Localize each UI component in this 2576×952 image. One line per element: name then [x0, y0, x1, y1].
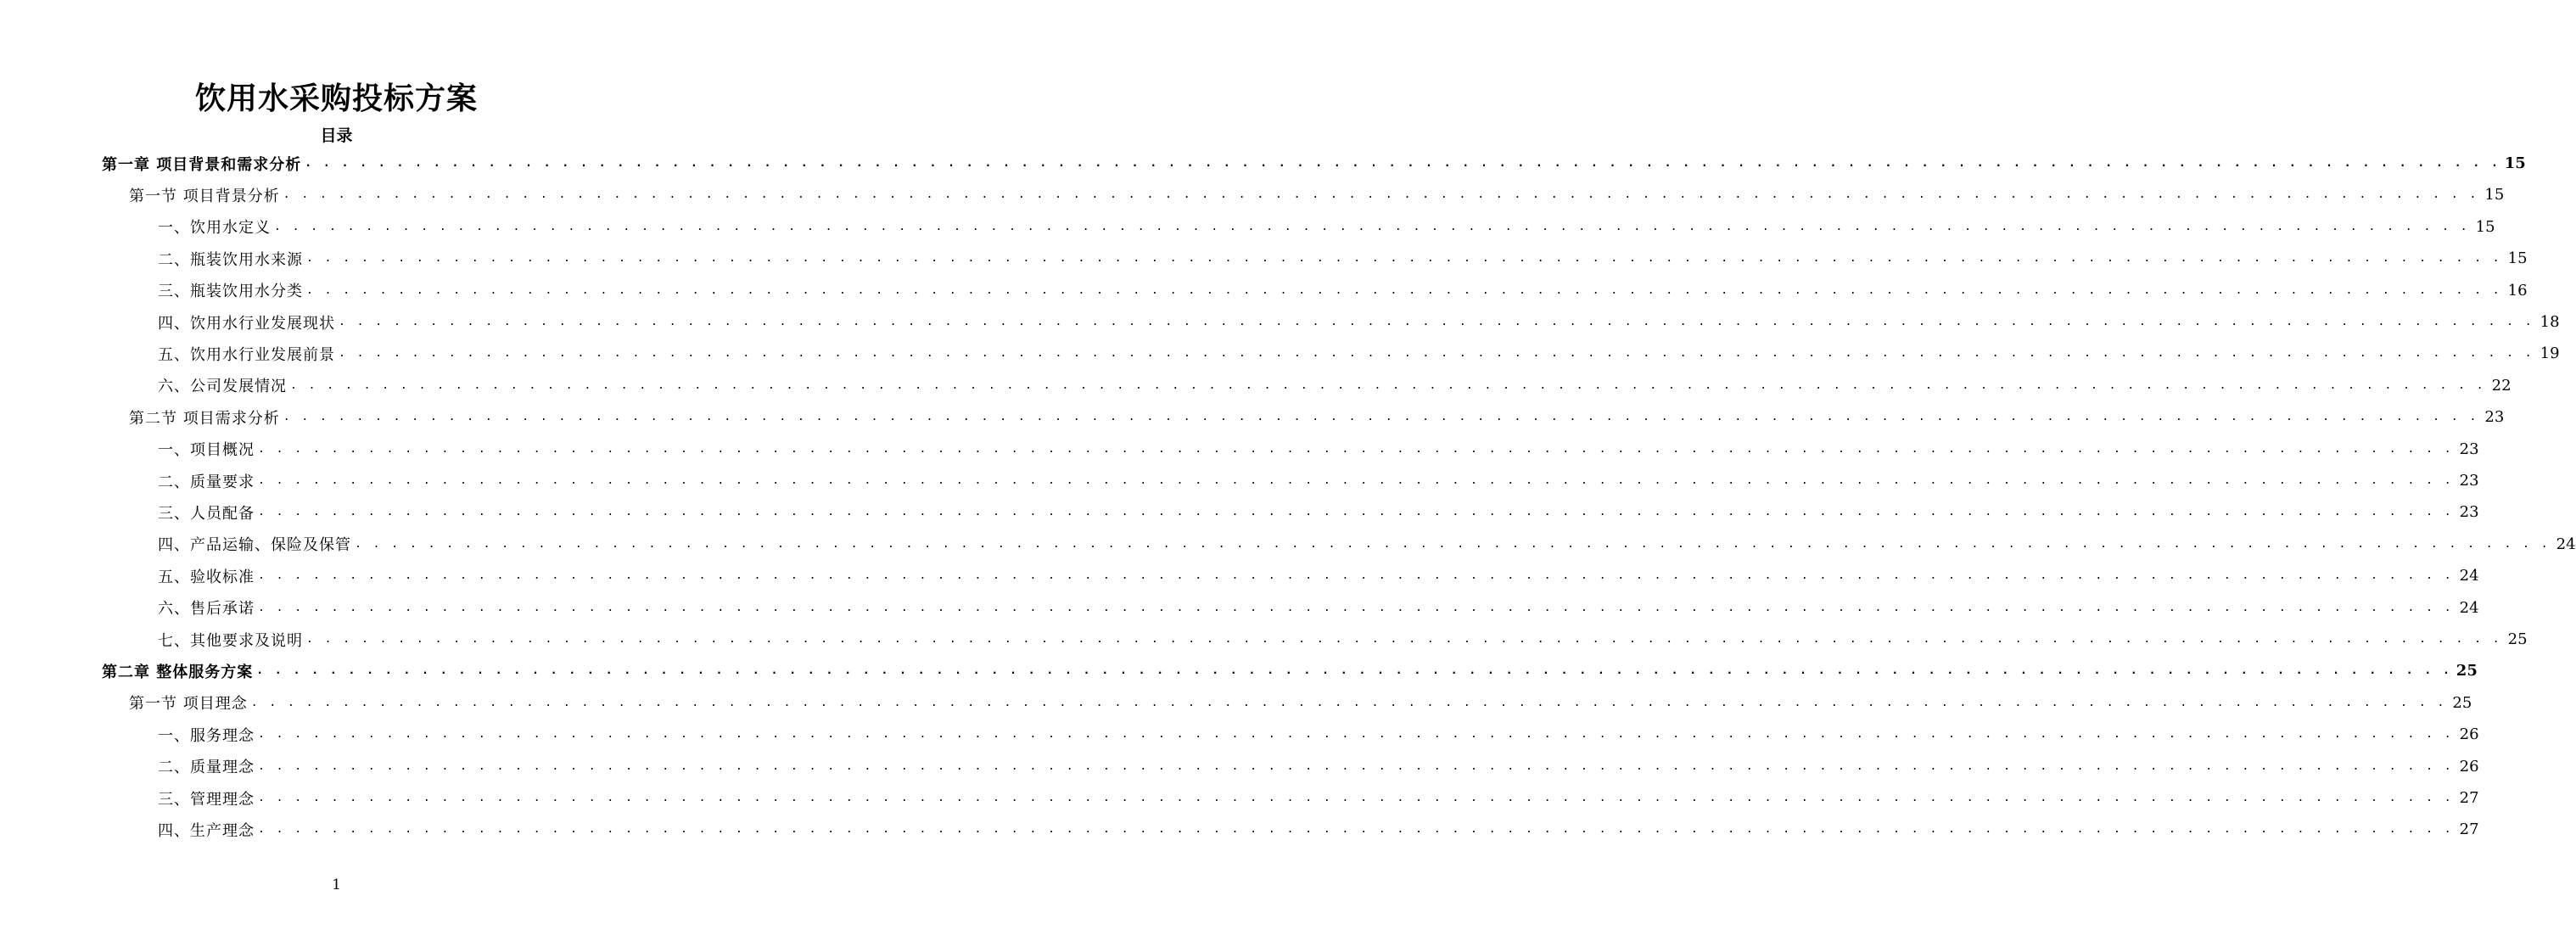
toc-entry-label: 七、其他要求及说明: [158, 631, 303, 650]
toc-entry-label: 三、瓶装饮用水分类: [158, 283, 303, 301]
toc-entry-page: 25: [2507, 630, 2528, 648]
toc-entry[interactable]: [158, 719, 2479, 750]
page-number: 1: [332, 876, 341, 893]
toc-leader-dots: . . . . . . . . . . . . . . . . . . . . . . . . . . . . . . . . . . . . . . . . . . . . . . . . . . . . . . . . . . . . . . . . . . . . . . . . . . . . . . . . . . . . . . . . . . . . . . . . . . . . . . . . . . . . . . . . . . . . . . . .: [283, 411, 2479, 424]
toc-entry-page: 22: [2491, 376, 2512, 395]
toc-leader-dots: . . . . . . . . . . . . . . . . . . . . . . . . . . . . . . . . . . . . . . . . . . . . . . . . . . . . . . . . . . . . . . . . . . . . . . . . . . . . . . . . . . . . . . . . . . . . . . . . . . . . . . . . . . . . . . . . . . . . . . . .: [258, 569, 2454, 583]
toc-entry-label: 二、质量理念: [158, 759, 255, 777]
toc-entry-label: 第一节 项目理念: [129, 695, 248, 714]
toc-entry-page: 23: [2459, 472, 2479, 490]
toc-entry-label: 一、饮用水定义: [158, 219, 271, 238]
toc-entry-label: 二、瓶装饮用水来源: [158, 250, 303, 269]
toc-entry-page: 15: [2504, 154, 2526, 172]
toc-entry[interactable]: [102, 655, 2478, 686]
toc-leader-dots: . . . . . . . . . . . . . . . . . . . . . . . . . . . . . . . . . . . . . . . . . . . . . . . . . . . . . . . . . . . . . . . . . . . . . . . . . . . . . . . . . . . . . . . . . . . . . . . . . . . . . . . . . . . . . . . . . . . . . . . .: [258, 474, 2454, 487]
toc-leader-dots: . . . . . . . . . . . . . . . . . . . . . . . . . . . . . . . . . . . . . . . . . . . . . . . . . . . . . . . . . . . . . . . . . . . . . . . . . . . . . . . . . . . . . . . . . . . . . . . . . . . . . . . . . . . . . . . . . . . . . . . .: [258, 728, 2454, 742]
toc-entry[interactable]: [158, 434, 2479, 465]
toc-entry-label: 二、质量要求: [158, 473, 255, 491]
toc-leader-dots: . . . . . . . . . . . . . . . . . . . . . . . . . . . . . . . . . . . . . . . . . . . . . . . . . . . . . . . . . . . . . . . . . . . . . . . . . . . . . . . . . . . . . . . . . . . . . . . . . . . . . . . . . . . . . . . . . . . . . . . .: [306, 252, 2502, 266]
toc-entry[interactable]: [158, 751, 2479, 782]
toc-entry[interactable]: [102, 148, 2526, 179]
toc-heading: 目录: [320, 126, 353, 145]
toc-leader-dots: . . . . . . . . . . . . . . . . . . . . . . . . . . . . . . . . . . . . . . . . . . . . . . . . . . . . . . . . . . . . . . . . . . . . . . . . . . . . . . . . . . . . . . . . . . . . . . . . . . . . . . . . . . . . . . . . . . . . . . . .: [339, 316, 2534, 328]
toc-entry[interactable]: [129, 179, 2505, 210]
toc-entry-label: 一、项目概况: [158, 441, 255, 460]
toc-leader-dots: . . . . . . . . . . . . . . . . . . . . . . . . . . . . . . . . . . . . . . . . . . . . . . . . . . . . . . . . . . . . . . . . . . . . . . . . . . . . . . . . . . . . . . . . . . . . . . . . . . . . . . . . . . . . . . . . . . . . . . . .: [290, 378, 2486, 392]
toc-entry-label: 三、人员配备: [158, 504, 255, 523]
toc-entry-label: 一、服务理念: [158, 726, 255, 745]
toc-entry-page: 15: [2475, 217, 2495, 236]
toc-entry-page: 15: [2507, 249, 2528, 268]
toc-entry-label: 四、生产理念: [158, 821, 255, 840]
toc-leader-dots: . . . . . . . . . . . . . . . . . . . . . . . . . . . . . . . . . . . . . . . . . . . . . . . . . . . . . . . . . . . . . . . . . . . . . . . . . . . . . . . . . . . . . . . . . . . . . . . . . . . . . . . . . . . . . . . . . . . . . . . .: [258, 506, 2454, 519]
toc-entry[interactable]: [158, 529, 2576, 560]
toc-entry[interactable]: [158, 814, 2479, 845]
toc-leader-dots: . . . . . . . . . . . . . . . . . . . . . . . . . . . . . . . . . . . . . . . . . . . . . . . . . . . . . . . . . . . . . . . . . . . . . . . . . . . . . . . . . . . . . . . . . . . . . . . . . . . . . . . . . . . . . . . . . . . . . . . .: [339, 347, 2534, 361]
toc-entry-label: 五、饮用水行业发展前景: [158, 345, 335, 364]
toc-leader-dots: . . . . . . . . . . . . . . . . . . . . . . . . . . . . . . . . . . . . . . . . . . . . . . . . . . . . . . . . . . . . . . . . . . . . . . . . . . . . . . . . . . . . . . . . . . . . . . . . . . . . . . . . . . . . . . . . . . . . . . . .: [250, 696, 2447, 709]
toc-entry-label: 第一章 项目背景和需求分析: [102, 155, 302, 174]
toc-entry-page: 23: [2484, 408, 2505, 427]
toc-entry[interactable]: [158, 592, 2479, 624]
toc-entry[interactable]: [158, 243, 2528, 274]
toc-leader-dots: . . . . . . . . . . . . . . . . . . . . . . . . . . . . . . . . . . . . . . . . . . . . . . . . . . . . . . . . . . . . . . . . . . . . . . . . . . . . . . . . . . . . . . . . . . . . . . . . . . . . . . . . . . . . . . . . . . . . . . . .: [274, 220, 2470, 233]
toc-entry-page: 26: [2459, 757, 2479, 776]
toc-entry-page: 25: [2452, 693, 2472, 712]
toc-leader-dots: . . . . . . . . . . . . . . . . . . . . . . . . . . . . . . . . . . . . . . . . . . . . . . . . . . . . . . . . . . . . . . . . . . . . . . . . . . . . . . . . . . . . . . . . . . . . . . . . . . . . . . . . . . . . . . . . . . . . . . . .: [258, 823, 2454, 837]
toc-entry-label: 四、产品运输、保险及保管: [158, 536, 351, 555]
toc-leader-dots: . . . . . . . . . . . . . . . . . . . . . . . . . . . . . . . . . . . . . . . . . . . . . . . . . . . . . . . . . . . . . . . . . . . . . . . . . . . . . . . . . . . . . . . . . . . . . . . . . . . . . . . . . . . . . . . . . . . . . . . .: [256, 664, 2452, 678]
toc-entry-page: 24: [2556, 535, 2576, 553]
toc-entry[interactable]: [129, 401, 2505, 433]
toc-entry[interactable]: [158, 275, 2528, 306]
toc-entry-page: 24: [2459, 567, 2479, 585]
toc-entry-page: 23: [2459, 440, 2479, 458]
toc-entry-label: 四、饮用水行业发展现状: [158, 314, 335, 333]
toc-entry[interactable]: [158, 338, 2560, 369]
toc-leader-dots: . . . . . . . . . . . . . . . . . . . . . . . . . . . . . . . . . . . . . . . . . . . . . . . . . . . . . . . . . . . . . . . . . . . . . . . . . . . . . . . . . . . . . . . . . . . . . . . . . . . . . . . . . . . . . . . . . . . . . . . .: [306, 633, 2502, 646]
toc-entry[interactable]: [129, 687, 2472, 719]
toc-entry-label: 第一节 项目背景分析: [129, 187, 280, 205]
toc-leader-dots: . . . . . . . . . . . . . . . . . . . . . . . . . . . . . . . . . . . . . . . . . . . . . . . . . . . . . . . . . . . . . . . . . . . . . . . . . . . . . . . . . . . . . . . . . . . . . . . . . . . . . . . . . . . . . . . . . . . . . . . .: [355, 537, 2551, 551]
toc-entry-label: 六、售后承诺: [158, 600, 255, 619]
toc-entry-page: 27: [2459, 820, 2479, 839]
toc-entry-label: 五、验收标准: [158, 568, 255, 586]
toc-entry[interactable]: [158, 370, 2512, 401]
toc-entry-label: 三、管理理念: [158, 790, 255, 809]
toc-leader-dots: . . . . . . . . . . . . . . . . . . . . . . . . . . . . . . . . . . . . . . . . . . . . . . . . . . . . . . . . . . . . . . . . . . . . . . . . . . . . . . . . . . . . . . . . . . . . . . . . . . . . . . . . . . . . . . . . . . . . . . . .: [258, 759, 2454, 773]
toc-leader-dots: . . . . . . . . . . . . . . . . . . . . . . . . . . . . . . . . . . . . . . . . . . . . . . . . . . . . . . . . . . . . . . . . . . . . . . . . . . . . . . . . . . . . . . . . . . . . . . . . . . . . . . . . . . . . . . . . . . . . . . . .: [258, 601, 2454, 614]
toc-entry[interactable]: [158, 211, 2495, 243]
document-title: 饮用水采购投标方案: [194, 81, 478, 116]
toc-entry-page: 16: [2507, 281, 2528, 300]
toc-entry[interactable]: [158, 496, 2479, 528]
toc-leader-dots: . . . . . . . . . . . . . . . . . . . . . . . . . . . . . . . . . . . . . . . . . . . . . . . . . . . . . . . . . . . . . . . . . . . . . . . . . . . . . . . . . . . . . . . . . . . . . . . . . . . . . . . . . . . . . . . . . . . . . . . .: [305, 157, 2500, 170]
toc-entry-label: 第二章 整体服务方案: [102, 663, 254, 681]
toc-leader-dots: . . . . . . . . . . . . . . . . . . . . . . . . . . . . . . . . . . . . . . . . . . . . . . . . . . . . . . . . . . . . . . . . . . . . . . . . . . . . . . . . . . . . . . . . . . . . . . . . . . . . . . . . . . . . . . . . . . . . . . . .: [283, 188, 2479, 202]
toc-entry-label: 第二节 项目需求分析: [129, 409, 280, 428]
toc-entry-page: 27: [2459, 789, 2479, 807]
toc-entry[interactable]: [158, 306, 2560, 338]
toc-entry-page: 25: [2456, 662, 2478, 680]
toc-leader-dots: . . . . . . . . . . . . . . . . . . . . . . . . . . . . . . . . . . . . . . . . . . . . . . . . . . . . . . . . . . . . . . . . . . . . . . . . . . . . . . . . . . . . . . . . . . . . . . . . . . . . . . . . . . . . . . . . . . . . . . . .: [258, 442, 2454, 456]
toc-entry[interactable]: [158, 465, 2479, 496]
toc-entry-label: 六、公司发展情况: [158, 378, 287, 396]
toc-entry[interactable]: [158, 560, 2479, 591]
toc-leader-dots: . . . . . . . . . . . . . . . . . . . . . . . . . . . . . . . . . . . . . . . . . . . . . . . . . . . . . . . . . . . . . . . . . . . . . . . . . . . . . . . . . . . . . . . . . . . . . . . . . . . . . . . . . . . . . . . . . . . . . . . .: [306, 283, 2502, 297]
toc-leader-dots: . . . . . . . . . . . . . . . . . . . . . . . . . . . . . . . . . . . . . . . . . . . . . . . . . . . . . . . . . . . . . . . . . . . . . . . . . . . . . . . . . . . . . . . . . . . . . . . . . . . . . . . . . . . . . . . . . . . . . . . .: [258, 792, 2454, 804]
toc-entry-page: 15: [2484, 186, 2505, 204]
toc-entry[interactable]: [158, 624, 2528, 655]
toc-entry-page: 19: [2540, 344, 2560, 363]
toc-entry-page: 24: [2459, 598, 2479, 617]
toc-entry-page: 23: [2459, 503, 2479, 522]
toc-entry-page: 26: [2459, 725, 2479, 744]
toc-entry-page: 18: [2540, 313, 2560, 331]
toc-entry[interactable]: [158, 782, 2479, 814]
